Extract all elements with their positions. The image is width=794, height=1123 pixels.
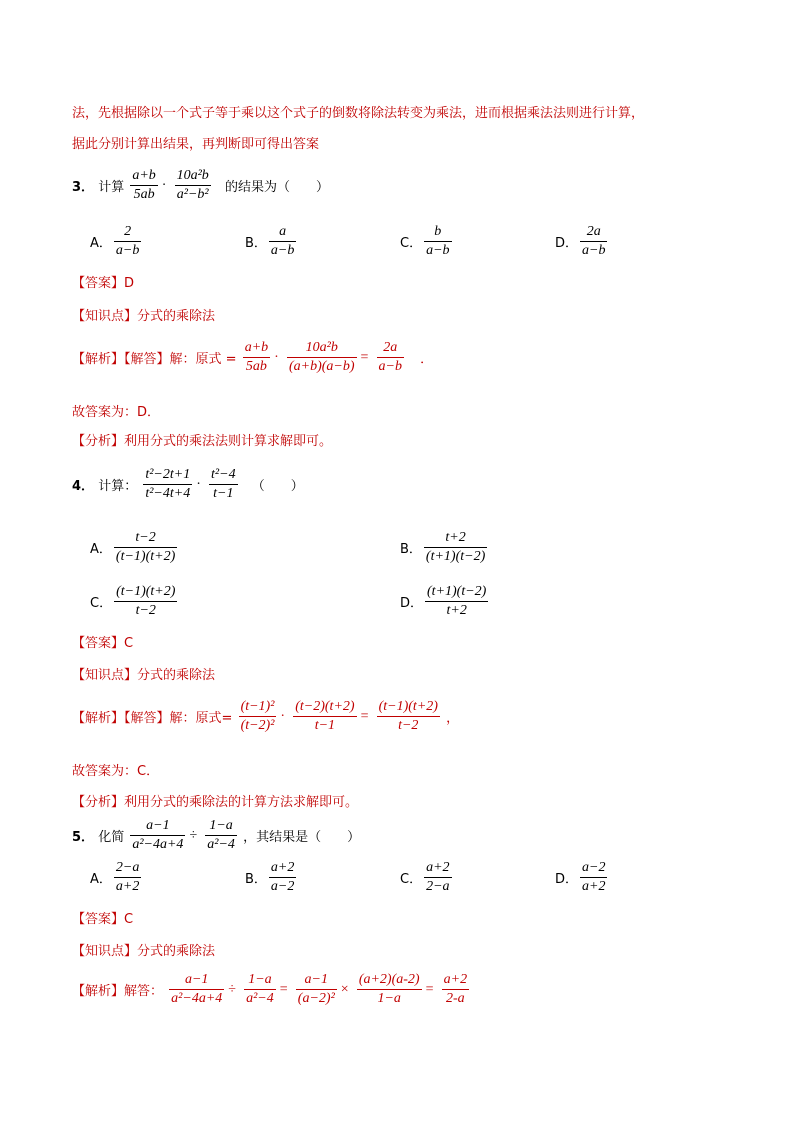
q3-option-c[interactable]: C． $\frac{b}{a-b}$: [400, 224, 450, 258]
q5-option-d[interactable]: D． $\frac{a-2}{a+2}$: [555, 860, 606, 894]
intro-line-2: 据此分别计算出结果，再判断即可得出答案: [72, 137, 320, 152]
q4-conclusion: 故答案为：C．: [72, 764, 160, 779]
q3-answer: 【答案】D: [72, 276, 135, 291]
question-prefix: 化简: [98, 830, 125, 845]
q5-solution: 【解析】解答： $\frac{a-1}{\text{a²−4a+4}}$ ÷ $\frac{1-a}{\text{a²−4}}$ = $\frac{a-1}{\text{(a−2)²}}$ × $\frac{(a+2)(a-2)}{1-a}$ = $\frac{a+2}{2-a}$: [72, 972, 468, 1006]
question-suffix: （ ）: [251, 479, 304, 494]
q5-knowledge-point: 【知识点】分式的乘除法: [72, 944, 216, 959]
q3-option-d[interactable]: D． $\frac{2a}{a-b}$: [555, 224, 606, 258]
question-number: 5．: [72, 830, 95, 845]
q3-analysis: 【分析】利用分式的乘法法则计算求解即可。: [72, 434, 333, 449]
intro-line-1: 法，先根据除以一个式子等于乘以这个式子的倒数将除法转变为乘法，进而根据乘法法则进行计算，: [72, 106, 645, 121]
q3-conclusion: 故答案为：D．: [72, 405, 161, 420]
q3-option-b[interactable]: B． $\frac{a}{a-b}$: [245, 224, 295, 258]
question-prefix: 计算: [98, 180, 125, 195]
q5-option-a[interactable]: A． $\frac{2-a}{a+2}$: [90, 860, 140, 894]
question-suffix: 的结果为（ ）: [224, 180, 329, 195]
q4-answer: 【答案】C: [72, 636, 134, 651]
question-number: 4．: [72, 479, 95, 494]
q3-solution: 【解析】【解答】解：原式 = $\frac{a+b}{5ab}$ · $\frac{\text{10a²b}}{(a+b)(a-b)}$ = $\frac{2a}{a-b}$ ．: [72, 340, 434, 374]
q4-option-d[interactable]: D． $\frac{(t+1)(t-2)}{t+2}$: [400, 584, 487, 618]
fraction: $\frac{\text{10a²b}}{\text{a²−b²}}$: [176, 168, 209, 202]
q4-option-c[interactable]: C． $\frac{(t-1)(t+2)}{t-2}$: [90, 584, 176, 618]
q5-option-c[interactable]: C． $\frac{a+2}{2-a}$: [400, 860, 450, 894]
question-5: 5． 化简 $\frac{a-1}{\text{a²−4a+4}}$ ÷ $\frac{1-a}{\text{a²−4}}$ ，其结果是（ ）: [72, 818, 361, 852]
question-4: 4． 计算： $\frac{\text{t²−2t+1}}{\text{t²−4t+4}}$ · $\frac{\text{t²−4}}{t-1}$ （ ）: [72, 467, 304, 501]
question-3: 3． 计算 $\frac{a+b}{5ab}$ · $\frac{\text{10a²b}}{\text{a²−b²}}$ 的结果为（ ）: [72, 168, 329, 202]
question-prefix: 计算：: [98, 479, 138, 494]
q4-option-b[interactable]: B． $\frac{t+2}{(t+1)(t-2)}$: [400, 530, 486, 564]
q4-knowledge-point: 【知识点】分式的乘除法: [72, 668, 216, 683]
q3-knowledge-point: 【知识点】分式的乘除法: [72, 309, 216, 324]
question-number: 3．: [72, 180, 95, 195]
q3-option-a[interactable]: A． $\frac{2}{a-b}$: [90, 224, 140, 258]
question-suffix: ，其结果是（ ）: [243, 830, 361, 845]
q5-answer: 【答案】C: [72, 912, 134, 927]
q5-option-b[interactable]: B． $\frac{a+2}{a-2}$: [245, 860, 295, 894]
q4-option-a[interactable]: A． $\frac{t-2}{(t-1)(t+2)}$: [90, 530, 176, 564]
q4-analysis: 【分析】利用分式的乘除法的计算方法求解即可。: [72, 795, 359, 810]
fraction: $\frac{a+b}{5ab}$: [132, 168, 156, 202]
q4-solution: 【解析】【解答】解：原式= $\frac{\text{(t−1)²}}{\text{(t−2)²}}$ · $\frac{(t-2)(t+2)}{t-1}$ = $\frac{(t-1)(t+2)}{t-2}$ ，: [72, 699, 460, 733]
